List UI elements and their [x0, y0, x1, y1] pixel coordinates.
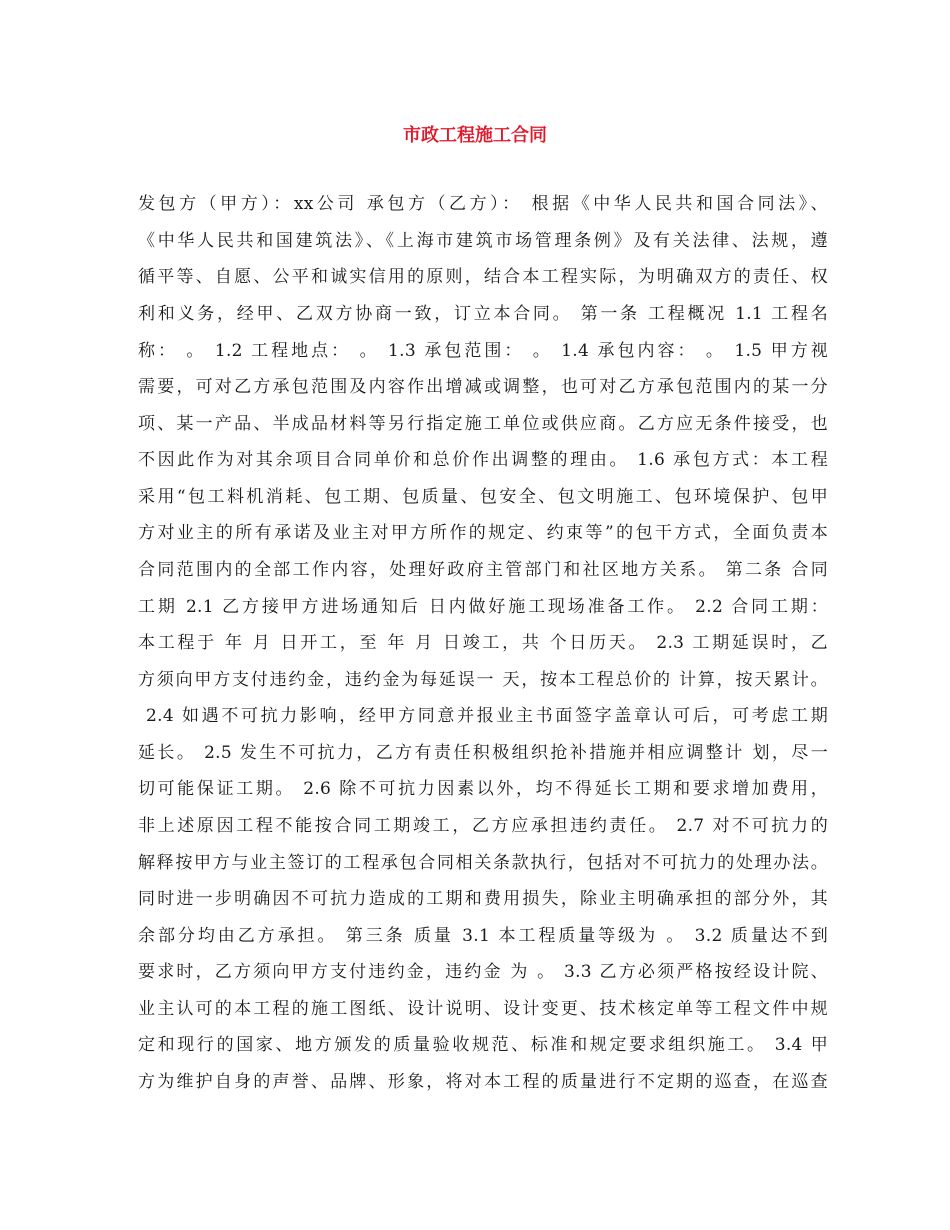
paragraph-line: 非上述原因工程不能按合同工期竣工，乙方应承担违约责任。 2.7 对不可抗力的 [138, 816, 828, 836]
paragraph-line: 方为维护自身的声誉、品牌、形象，将对本工程的质量进行不定期的巡查，在巡查 [138, 1072, 828, 1092]
paragraph-line: 业主认可的本工程的施工图纸、设计说明、设计变更、技术核定单等工程文件中规 [138, 999, 828, 1019]
paragraph-line: 要求时，乙方须向甲方支付违约金，违约金 为 。 3.3 乙方必须严格按经设计院、 [138, 962, 828, 982]
paragraph-line: 项、某一产品、半成品材料等另行指定施工单位或供应商。乙方应无条件接受，也 [138, 414, 828, 434]
paragraph-line: 利和义务，经甲、乙双方协商一致，订立本合同。 第一条 工程概况 1.1 工程名 [138, 304, 828, 324]
paragraph-line: 采用“包工料机消耗、包工期、包质量、包安全、包文明施工、包环境保护、包甲 [138, 487, 828, 507]
paragraph-line: 2.4 如遇不可抗力影响，经甲方同意并报业主书面签字盖章认可后，可考虑工期 [138, 706, 828, 726]
paragraph-line: 需要，可对乙方承包范围及内容作出增减或调整，也可对乙方承包范围内的某一分 [138, 377, 828, 397]
paragraph-line: 合同范围内的全部工作内容，处理好政府主管部门和社区地方关系。 第二条 合同 [138, 560, 828, 580]
paragraph-line: 方对业主的所有承诺及业主对甲方所作的规定、约束等”的包干方式，全面负责本 [138, 523, 828, 543]
paragraph-line: 称： 。 1.2 工程地点： 。 1.3 承包范围： 。 1.4 承包内容： 。 1.5 甲方视 [138, 341, 828, 361]
paragraph-line: 本工程于 年 月 日开工，至 年 月 日竣工，共 个日历天。 2.3 工期延误时，乙 [138, 633, 828, 653]
paragraph-line: 定和现行的国家、地方颁发的质量验收规范、标准和规定要求组织施工。 3.4 甲 [138, 1035, 828, 1055]
paragraph-line: 同时进一步明确因不可抗力造成的工期和费用损失，除业主明确承担的部分外，其 [138, 889, 828, 909]
paragraph-line: 《中华人民共和国建筑法》、《上海市建筑市场管理条例》及有关法律、法规，遵 [138, 231, 828, 251]
paragraph-line: 发包方（甲方）：xx公司 承包方（乙方）： 根据《中华人民共和国合同法》、 [138, 194, 828, 214]
paragraph-line: 延长。 2.5 发生不可抗力，乙方有责任积极组织抢补措施并相应调整计 划，尽一 [138, 743, 828, 763]
paragraph-line: 方须向甲方支付违约金，违约金为每延误一 天，按本工程总价的 计算，按天累计。 [138, 670, 828, 690]
paragraph-line: 不因此作为对其余项目合同单价和总价作出调整的理由。 1.6 承包方式：本工程 [138, 450, 828, 470]
paragraph-line: 余部分均由乙方承担。 第三条 质量 3.1 本工程质量等级为 。 3.2 质量达不到 [138, 926, 828, 946]
paragraph-line: 工期 2.1 乙方接甲方进场通知后 日内做好施工现场准备工作。 2.2 合同工期： [138, 597, 828, 617]
paragraph-line: 循平等、自愿、公平和诚实信用的原则，结合本工程实际，为明确双方的责任、权 [138, 267, 828, 287]
paragraph-line: 切可能保证工期。 2.6 除不可抗力因素以外，均不得延长工期和要求增加费用， [138, 779, 828, 799]
paragraph-line: 解释按甲方与业主签订的工程承包合同相关条款执行，包括对不可抗力的处理办法。 [138, 853, 828, 873]
document-title: 市政工程施工合同 [403, 125, 547, 146]
